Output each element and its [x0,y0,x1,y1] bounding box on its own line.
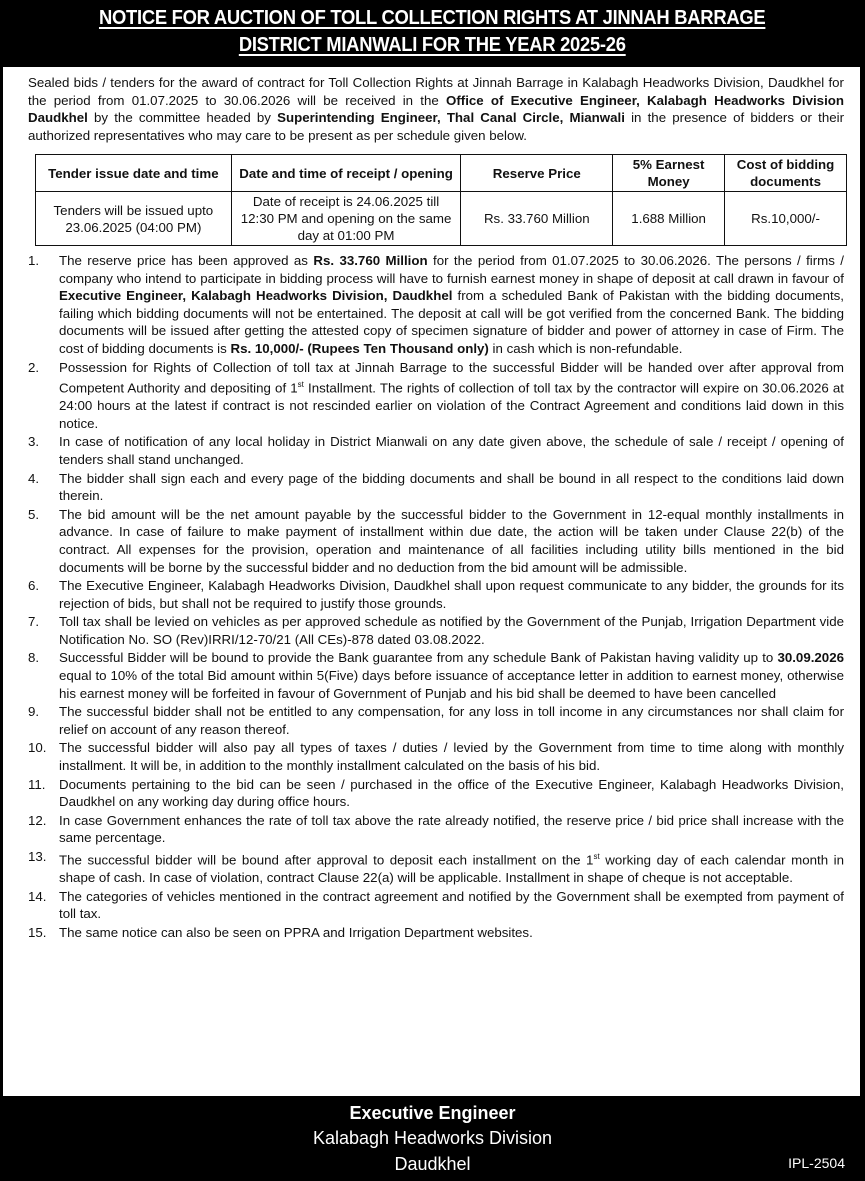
term-item [19,577,848,612]
term-item [19,470,848,505]
signatory-location: Daudkhel [394,1154,471,1174]
term-text: The bidder shall sign each and every page of the bidding documents and shall be bound in all respect to the conditions laid down therein. [59,470,844,504]
reference-code: IPL-2504 [788,1155,845,1171]
term-number: 7. [28,614,40,630]
term-item [19,739,848,774]
term-number: 8. [28,650,40,666]
term-text: The successful bidder shall not be entitled to any compensation, for any loss in toll income in any circumstances nor shall claim for relief on account of any reason thereof. [59,704,844,737]
cell-issue: Tenders will be issued upto 23.06.2025 (04:00 PM) [36,192,232,246]
intro-office: Office of Executive Engineer, Kalabagh Headworks Division Daudkhel [28,92,845,125]
term-text: The successful bidder will be bound after approval to deposit each installment on the 1st working day of each calendar month in shape of cash. In case of violation, contract Clause 22(a) will be applicable. Installment in shape of cheque is not acceptable. [59,852,844,886]
term-number: 3. [28,434,40,450]
term-item [19,506,848,576]
col-header-earnest-money: 5% Earnest Money [613,155,725,192]
term-text: The same notice can also be seen on PPRA and Irrigation Department websites. [59,924,533,940]
term-text: The categories of vehicles mentioned in the contract agreement and notified by the Government shall be exempted from payment of toll tax. [59,888,844,922]
signatory-division: Kalabagh Headworks Division [312,1128,553,1148]
table-row [36,192,847,246]
term-item [19,359,848,433]
cell-receipt: Date of receipt is 24.06.2025 till 12:30 PM and opening on the same day at 01:00 PM [231,192,461,246]
term-item [19,433,848,468]
intro-committee-head: Superintending Engineer, Thal Canal Circle, Mianwali [277,110,625,125]
signatory-title: Executive Engineer [349,1103,516,1123]
term-item [19,703,848,738]
term-number: 11. [28,776,46,792]
term-text: The reserve price has been approved as Rs. 33.760 Million for the period from 01.07.2025 to 30.06.2026. The persons / firms / company who intend to participate in bidding process will have to furnish earnest money in shape of deposit at call drawn in favour of Executive Engineer, Kalabagh Headworks Division, Daudkhel from a scheduled Bank of Pakistan with the bidding documents, failing which bidding documents will not be entertained. The deposit at call will be got verified from the concerned Bank. The bidding documents will be issued after getting the attested copy of specimen signature of bidder and power of attorney in case of Firm. The cost of bidding documents is Rs. 10,000/- (Rupees Ten Thousand only) in cash which is non-refundable. [59,253,844,356]
notice-body [3,67,860,1096]
term-text: Possession for Rights of Collection of toll tax at Jinnah Barrage to the successful Bidder will be handed over after approval from Competent Authority and depositing of 1st Installment. The rights of collection of toll tax by the contractor will expire on 30.06.2026 at 24:00 hours at the latest if contract is not rescinded earlier on violation of the Contract Agreement and conditions laid down in this notice. [59,359,844,431]
intro-text: by the committee headed by [87,110,278,125]
notice-header [0,0,865,68]
term-text: The successful bidder will also pay all types of taxes / duties / levied by the Government from time to time along with monthly installment. It will be, in addition to the monthly installment calculated on the basis of his bid. [59,740,844,774]
term-number: 4. [28,470,40,486]
title-line-1: NOTICE FOR AUCTION OF TOLL COLLECTION RIGHTS AT JINNAH BARRAGE [99,7,766,29]
term-number: 13. [28,849,47,865]
term-item [19,924,848,942]
term-text: In case Government enhances the rate of toll tax above the rate already notified, the reserve price / bid price shall increase with the same percentage. [59,812,844,846]
term-text: The bid amount will be the net amount payable by the successful bidder to the Government in 12-equal monthly installments in advance. In case of failure to make payment of installment within due date, the action will be taken under Clause 22(b) of the contract. All expenses for the provision, operation and maintenance of all facilities including utility bills mentioned in the bid documents will be borne by the successful bidder and no deduction from the bid amount will be admissible. [59,506,844,575]
term-number: 10. [28,740,47,756]
term-item [19,848,848,887]
term-number: 14. [28,888,47,904]
term-number: 12. [28,812,47,828]
intro-text: Sealed bids / tenders for the award of contract for Toll Collection Rights at Jinnah Barrage in Kalabagh Headworks Division, Daudkhel for the period from 01.07.2025 to 30.06.2026 will be received in the [28,75,844,108]
intro-text: in the presence of bidders or their authorized representatives who may care to be present as per schedule given below. [28,110,844,143]
cell-reserve-price: Rs. 33.760 Million [461,192,613,246]
term-text: The Executive Engineer, Kalabagh Headworks Division, Daudkhel shall upon request communicate to any bidder, the grounds for its rejection of bids, but shall not be required to justify those grounds. [59,578,844,611]
col-header-doc-cost: Cost of bidding documents [725,155,847,192]
term-number: 5. [28,506,40,522]
term-number: 9. [28,704,40,720]
cell-doc-cost: Rs.10,000/- [725,192,847,246]
signature-block [0,1096,865,1181]
cell-earnest-money: 1.688 Million [613,192,725,246]
term-number: 15. [28,924,47,940]
term-number: 2. [28,359,40,375]
col-header-reserve-price: Reserve Price [461,155,613,192]
term-item [19,252,848,358]
term-text: Toll tax shall be levied on vehicles as per approved schedule as notified by the Government of the Punjab, Irrigation Department vide Notification No. SO (Rev)IRRI/12-70/21 (All CEs)-878 dated 03.08.2022. [59,614,844,647]
intro-paragraph [28,74,844,144]
term-text: Successful Bidder will be bound to provide the Bank guarantee from any schedule Bank of Pakistan having validity up to 30.09.2026 equal to 10% of the total Bid amount within 5(Five) days before issuance of acceptance letter in addition to earnest money, otherwise his earnest money will be forfeited in favour of Government of Punjab and his bid shall be deemed to have been cancelled [59,650,844,701]
term-item [19,776,848,811]
schedule-table [35,154,847,246]
term-item [19,613,848,648]
term-item [19,649,848,702]
term-item [19,812,848,847]
term-text: Documents pertaining to the bid can be seen / purchased in the office of the Executive Engineer, Kalabagh Headworks Division, Daudkhel on any working day during office hours. [59,776,844,810]
terms-list [19,252,848,941]
col-header-receipt: Date and time of receipt / opening [231,155,461,192]
term-text: In case of notification of any local holiday in District Mianwali on any date given above, the schedule of sale / receipt / opening of tenders shall stand unchanged. [59,434,844,467]
title-line-2: DISTRICT MIANWALI FOR THE YEAR 2025-26 [239,34,626,56]
term-number: 1. [28,253,40,268]
term-number: 6. [28,578,40,594]
table-header-row [36,155,847,192]
term-item [19,888,848,923]
col-header-issue: Tender issue date and time [36,155,232,192]
